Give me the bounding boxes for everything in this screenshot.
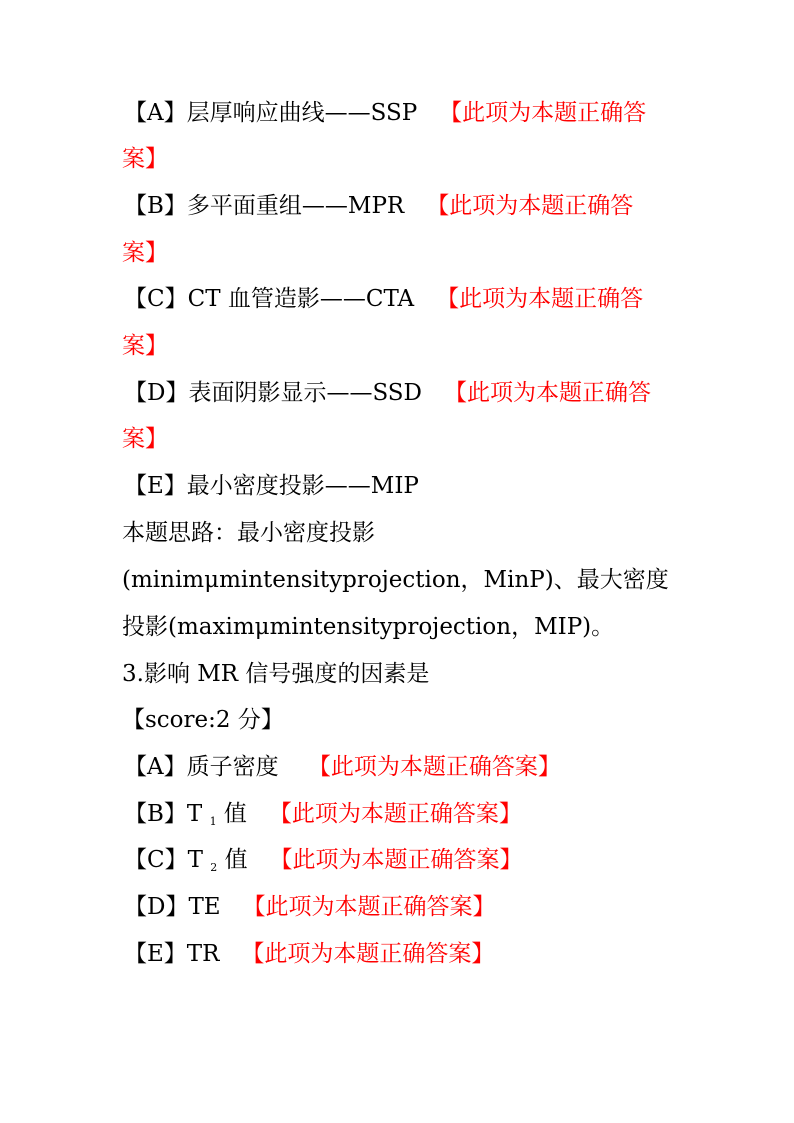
option-text: TE <box>188 894 221 920</box>
explanation-line-3: 投影(maximμmintensityprojection，MIP)。 <box>122 614 615 640</box>
q2-option-d <box>0 376 794 410</box>
correct-answer-mark-tail: 案】 <box>122 426 168 452</box>
option-text-post: 值 <box>216 801 247 827</box>
correct-answer-mark: 【此项为本题正确答案】 <box>242 894 496 920</box>
option-text: 最小密度投影——MIP <box>186 473 419 499</box>
question-3-score: 【score:2 分】 <box>122 707 284 733</box>
option-letter: 【B】 <box>124 193 187 219</box>
correct-answer-mark: 【此项为本题正确答案】 <box>307 754 561 780</box>
option-letter: 【C】 <box>124 286 188 312</box>
option-text-post: 值 <box>217 847 248 873</box>
explanation-line-1: 本题思路：最小密度投影 <box>122 520 375 546</box>
option-text: 表面阴影显示——SSD <box>188 380 423 406</box>
correct-answer-mark: 【此项为本题正确答 <box>436 286 644 312</box>
option-letter: 【C】 <box>124 847 188 873</box>
correct-answer-mark: 【此项为本题正确答 <box>439 100 647 126</box>
q2-option-e <box>0 469 794 503</box>
q3-option-b <box>0 797 794 831</box>
option-letter: 【E】 <box>124 473 187 499</box>
option-text: 层厚响应曲线——SSP <box>186 100 418 126</box>
correct-answer-mark: 【此项为本题正确答案】 <box>268 801 522 827</box>
option-text: 多平面重组——MPR <box>186 193 405 219</box>
option-letter: 【E】 <box>124 941 187 967</box>
q2-option-c <box>0 282 794 316</box>
subscript: 1 <box>209 815 217 828</box>
q2-option-b <box>0 189 794 223</box>
correct-answer-mark: 【此项为本题正确答 <box>443 380 651 406</box>
correct-answer-mark-tail: 案】 <box>122 240 168 266</box>
q3-option-e <box>0 937 794 971</box>
q3-option-d <box>0 890 794 924</box>
q2-option-a <box>0 96 794 130</box>
option-letter: 【D】 <box>124 894 189 920</box>
correct-answer-mark-tail: 案】 <box>122 146 168 172</box>
option-text-pre: T <box>187 847 203 873</box>
option-letter: 【A】 <box>124 754 187 780</box>
correct-answer-mark: 【此项为本题正确答案】 <box>241 941 495 967</box>
correct-answer-mark: 【此项为本题正确答案】 <box>269 847 523 873</box>
option-text-pre: T <box>186 801 203 827</box>
option-letter: 【B】 <box>124 801 187 827</box>
explanation-line-2: (minimμmintensityprojection，MinP)、最大密度 <box>122 567 669 593</box>
correct-answer-mark-tail: 案】 <box>122 333 168 359</box>
option-text: TR <box>186 941 220 967</box>
question-3-stem: 3.影响 MR 信号强度的因素是 <box>122 661 430 687</box>
option-text: 质子密度 <box>186 754 279 780</box>
subscript: 2 <box>210 861 218 874</box>
option-letter: 【D】 <box>124 380 189 406</box>
q3-option-a <box>0 750 794 784</box>
option-letter: 【A】 <box>124 100 187 126</box>
q3-option-c <box>0 843 794 877</box>
option-text: CT 血管造影——CTA <box>187 286 415 312</box>
correct-answer-mark: 【此项为本题正确答 <box>426 193 634 219</box>
